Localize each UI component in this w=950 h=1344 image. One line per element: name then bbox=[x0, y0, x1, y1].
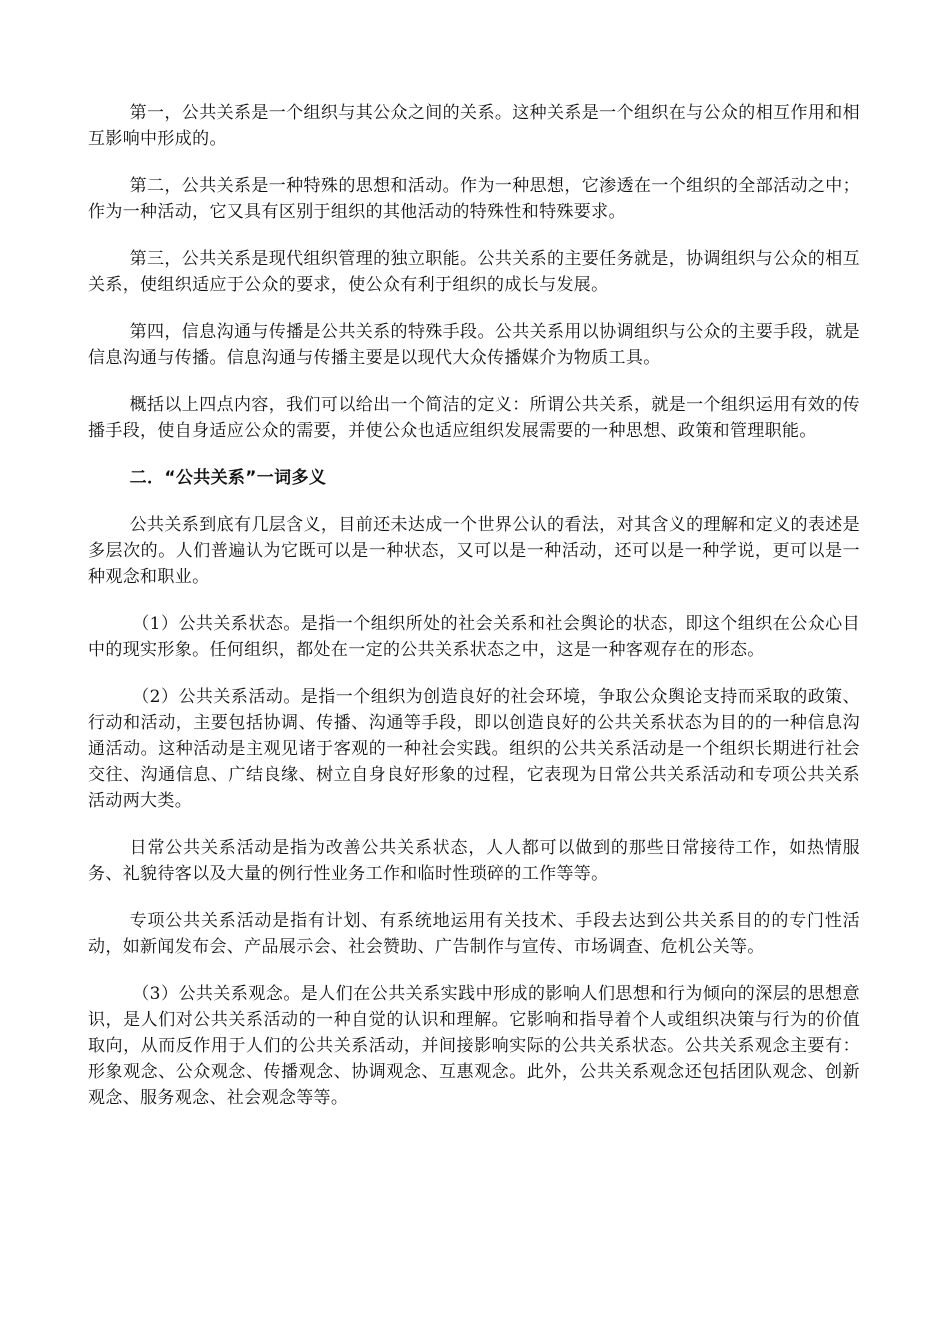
section-heading: 二．“公共关系”一词多义 bbox=[129, 468, 327, 488]
paragraph-summary: 概括以上四点内容，我们可以给出一个简洁的定义：所谓公共关系，就是一个组织运用有效的传播手段，使自身适应公众的需要，并使公众也适应组织发展需要的一种思想、政策和管理职能。 bbox=[88, 395, 860, 441]
paragraph-daily-activity: 日常公共关系活动是指为改善公共关系状态，人人都可以做到的那些日常接待工作，如热情服务、礼貌待客以及大量的例行性业务工作和临时性琐碎的工作等等。 bbox=[88, 838, 860, 884]
paragraph-item-activity: （2）公共关系活动。是指一个组织为创造良好的社会环境，争取公众舆论支持而采取的政策、行动和活动，主要包括协调、传播、沟通等手段，即以创造良好的公共关系状态为目的的一种信息沟通活动。这种活动是主观见诸于客观的一种社会实践。组织的公共关系活动是一个组织长期进行社会交往、沟通信息、广结良缘、树立自身良好形象的过程，它表现为日常公共关系活动和专项公共关系活动两大类。 bbox=[88, 687, 860, 811]
paragraph-third: 第三，公共关系是现代组织管理的独立职能。公共关系的主要任务就是，协调组织与公众的相互关系，使组织适应于公众的要求，使公众有利于组织的成长与发展。 bbox=[88, 249, 860, 295]
paragraph-section-intro: 公共关系到底有几层含义，目前还未达成一个世界公认的看法，对其含义的理解和定义的表述是多层次的。人们普遍认为它既可以是一种状态，又可以是一种活动，还可以是一种学说，更可以是一种观念和职业。 bbox=[88, 515, 860, 587]
paragraph-special-activity: 专项公共关系活动是指有计划、有系统地运用有关技术、手段去达到公共关系目的的专门性活动，如新闻发布会、产品展示会、社会赞助、广告制作与宣传、市场调查、危机公关等。 bbox=[88, 911, 860, 957]
paragraph-fourth: 第四，信息沟通与传播是公共关系的特殊手段。公共关系用以协调组织与公众的主要手段，就是信息沟通与传播。信息沟通与传播主要是以现代大众传播媒介为物质工具。 bbox=[88, 322, 860, 368]
paragraph-second: 第二，公共关系是一种特殊的思想和活动。作为一种思想，它渗透在一个组织的全部活动之中；作为一种活动，它又具有区别于组织的其他活动的特殊性和特殊要求。 bbox=[88, 176, 860, 222]
paragraph-item-state: （1）公共关系状态。是指一个组织所处的社会关系和社会舆论的状态，即这个组织在公众心目中的现实形象。任何组织，都处在一定的公共关系状态之中，这是一种客观存在的形态。 bbox=[88, 614, 860, 660]
paragraph-item-concept: （3）公共关系观念。是人们在公共关系实践中形成的影响人们思想和行为倾向的深层的思想意识，是人们对公共关系活动的一种自觉的认识和理解。它影响和指导着个人或组织决策与行为的价值取向，从而反作用于人们的公共关系活动，并间接影响实际的公共关系状态。公共关系观念主要有：形象观念、公众观念、传播观念、协调观念、互惠观念。此外，公共关系观念还包括团队观念、创新观念、服务观念、社会观念等等。 bbox=[88, 984, 860, 1108]
paragraph-first: 第一，公共关系是一个组织与其公众之间的关系。这种关系是一个组织在与公众的相互作用和相互影响中形成的。 bbox=[88, 103, 860, 149]
document-page bbox=[88, 100, 860, 1132]
